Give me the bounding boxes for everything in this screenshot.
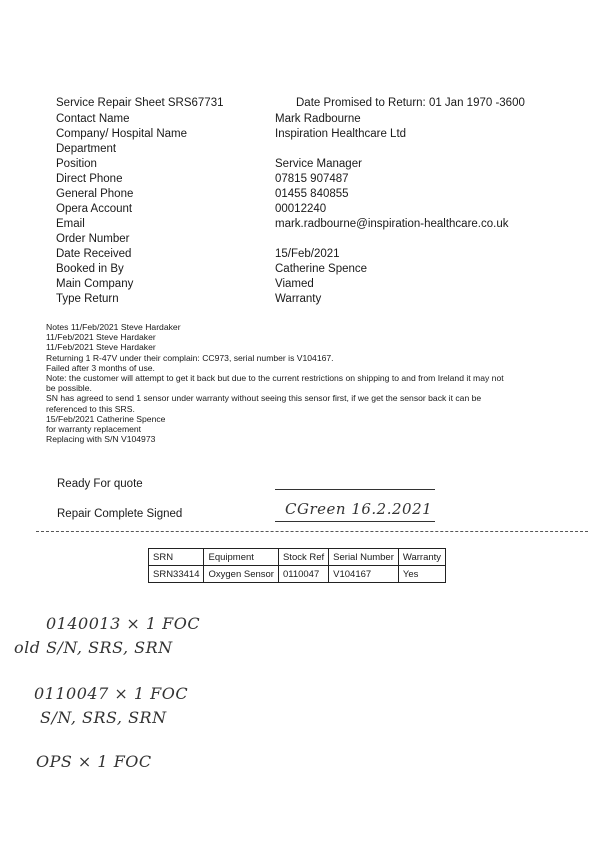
note-line: for warranty replacement xyxy=(46,424,142,435)
sheet-title: Service Repair Sheet SRS67731 xyxy=(56,97,224,109)
ready-for-quote-label: Ready For quote xyxy=(57,478,143,490)
table-cell: V104167 xyxy=(329,566,399,583)
field-label-type-return: Type Return xyxy=(56,293,119,305)
field-value-direct-phone: 07815 907487 xyxy=(275,173,349,185)
field-label-general-phone: General Phone xyxy=(56,188,134,200)
note-line: Failed after 3 months of use. xyxy=(46,362,155,373)
repair-complete-label: Repair Complete Signed xyxy=(57,508,183,520)
srn-table xyxy=(148,548,446,583)
note-line: 11/Feb/2021 Steve Hardaker xyxy=(46,332,156,343)
note-line: 15/Feb/2021 Catherine Spence xyxy=(46,413,166,424)
divider xyxy=(36,531,588,532)
table-cell: 0110047 xyxy=(278,566,328,583)
table-header: Equipment xyxy=(204,549,278,566)
notes-block xyxy=(46,322,504,444)
field-label-email: Email xyxy=(56,218,85,230)
handwritten-note: OPS × 1 FOC xyxy=(36,752,152,771)
field-label-department: Department xyxy=(56,143,117,155)
note-line: Replacing with S/N V104973 xyxy=(46,434,156,445)
field-value-opera-account: 00012240 xyxy=(275,203,327,215)
note-line: 11/Feb/2021 Steve Hardaker xyxy=(46,342,156,353)
field-value-company: Inspiration Healthcare Ltd xyxy=(275,128,407,140)
handwritten-note: old S/N, SRS, SRN xyxy=(14,638,173,657)
field-value-email: mark.radbourne@inspiration-healthcare.co.uk xyxy=(275,218,509,230)
field-value-position: Service Manager xyxy=(275,158,362,170)
table-cell: SRN33414 xyxy=(149,566,204,583)
handwritten-note: 0140013 × 1 FOC xyxy=(46,614,201,633)
field-value-main-company: Viamed xyxy=(275,278,314,290)
field-value-date-received: 15/Feb/2021 xyxy=(275,248,340,260)
field-label-company: Company/ Hospital Name xyxy=(56,128,188,140)
field-value-general-phone: 01455 840855 xyxy=(275,188,349,200)
note-line: Returning 1 R-47V under their complain: CC973, serial number is V104167. xyxy=(46,352,334,363)
note-line: referenced to this SRS. xyxy=(46,403,135,414)
field-label-date-received: Date Received xyxy=(56,248,132,260)
date-promised: Date Promised to Return: 01 Jan 1970 -3600 xyxy=(296,97,525,109)
field-label-position: Position xyxy=(56,158,97,170)
repair-complete-signature: CGreen 16.2.2021 xyxy=(285,500,433,518)
field-value-booked-in-by: Catherine Spence xyxy=(275,263,368,275)
handwritten-note: S/N, SRS, SRN xyxy=(40,708,167,727)
field-value-contact-name: Mark Radbourne xyxy=(275,113,361,125)
field-label-booked-in-by: Booked in By xyxy=(56,263,124,275)
table-header: Serial Number xyxy=(329,549,399,566)
table-cell: Oxygen Sensor xyxy=(204,566,278,583)
note-line: Note: the customer will attempt to get it back but due to the current restrictions on shipping to and from Ireland it may not xyxy=(46,373,504,384)
note-line: Notes 11/Feb/2021 Steve Hardaker xyxy=(46,322,181,332)
field-value-type-return: Warranty xyxy=(275,293,322,305)
note-line: SN has agreed to send 1 sensor under warranty without seeing this sensor first, if we get the sensor back it can be xyxy=(46,393,482,404)
field-label-order-number: Order Number xyxy=(56,233,130,245)
table-row xyxy=(149,566,446,583)
table-header: Warranty xyxy=(398,549,445,566)
table-header-row xyxy=(149,549,446,566)
field-label-contact-name: Contact Name xyxy=(56,113,130,125)
field-label-direct-phone: Direct Phone xyxy=(56,173,123,185)
field-label-opera-account: Opera Account xyxy=(56,203,133,215)
repair-complete-line xyxy=(275,521,435,522)
handwritten-note: 0110047 × 1 FOC xyxy=(34,684,189,703)
table-cell: Yes xyxy=(398,566,445,583)
table-header: Stock Ref xyxy=(278,549,328,566)
field-label-main-company: Main Company xyxy=(56,278,134,290)
note-line: be possible. xyxy=(46,383,92,394)
ready-for-quote-line xyxy=(275,489,435,490)
table-header: SRN xyxy=(149,549,204,566)
